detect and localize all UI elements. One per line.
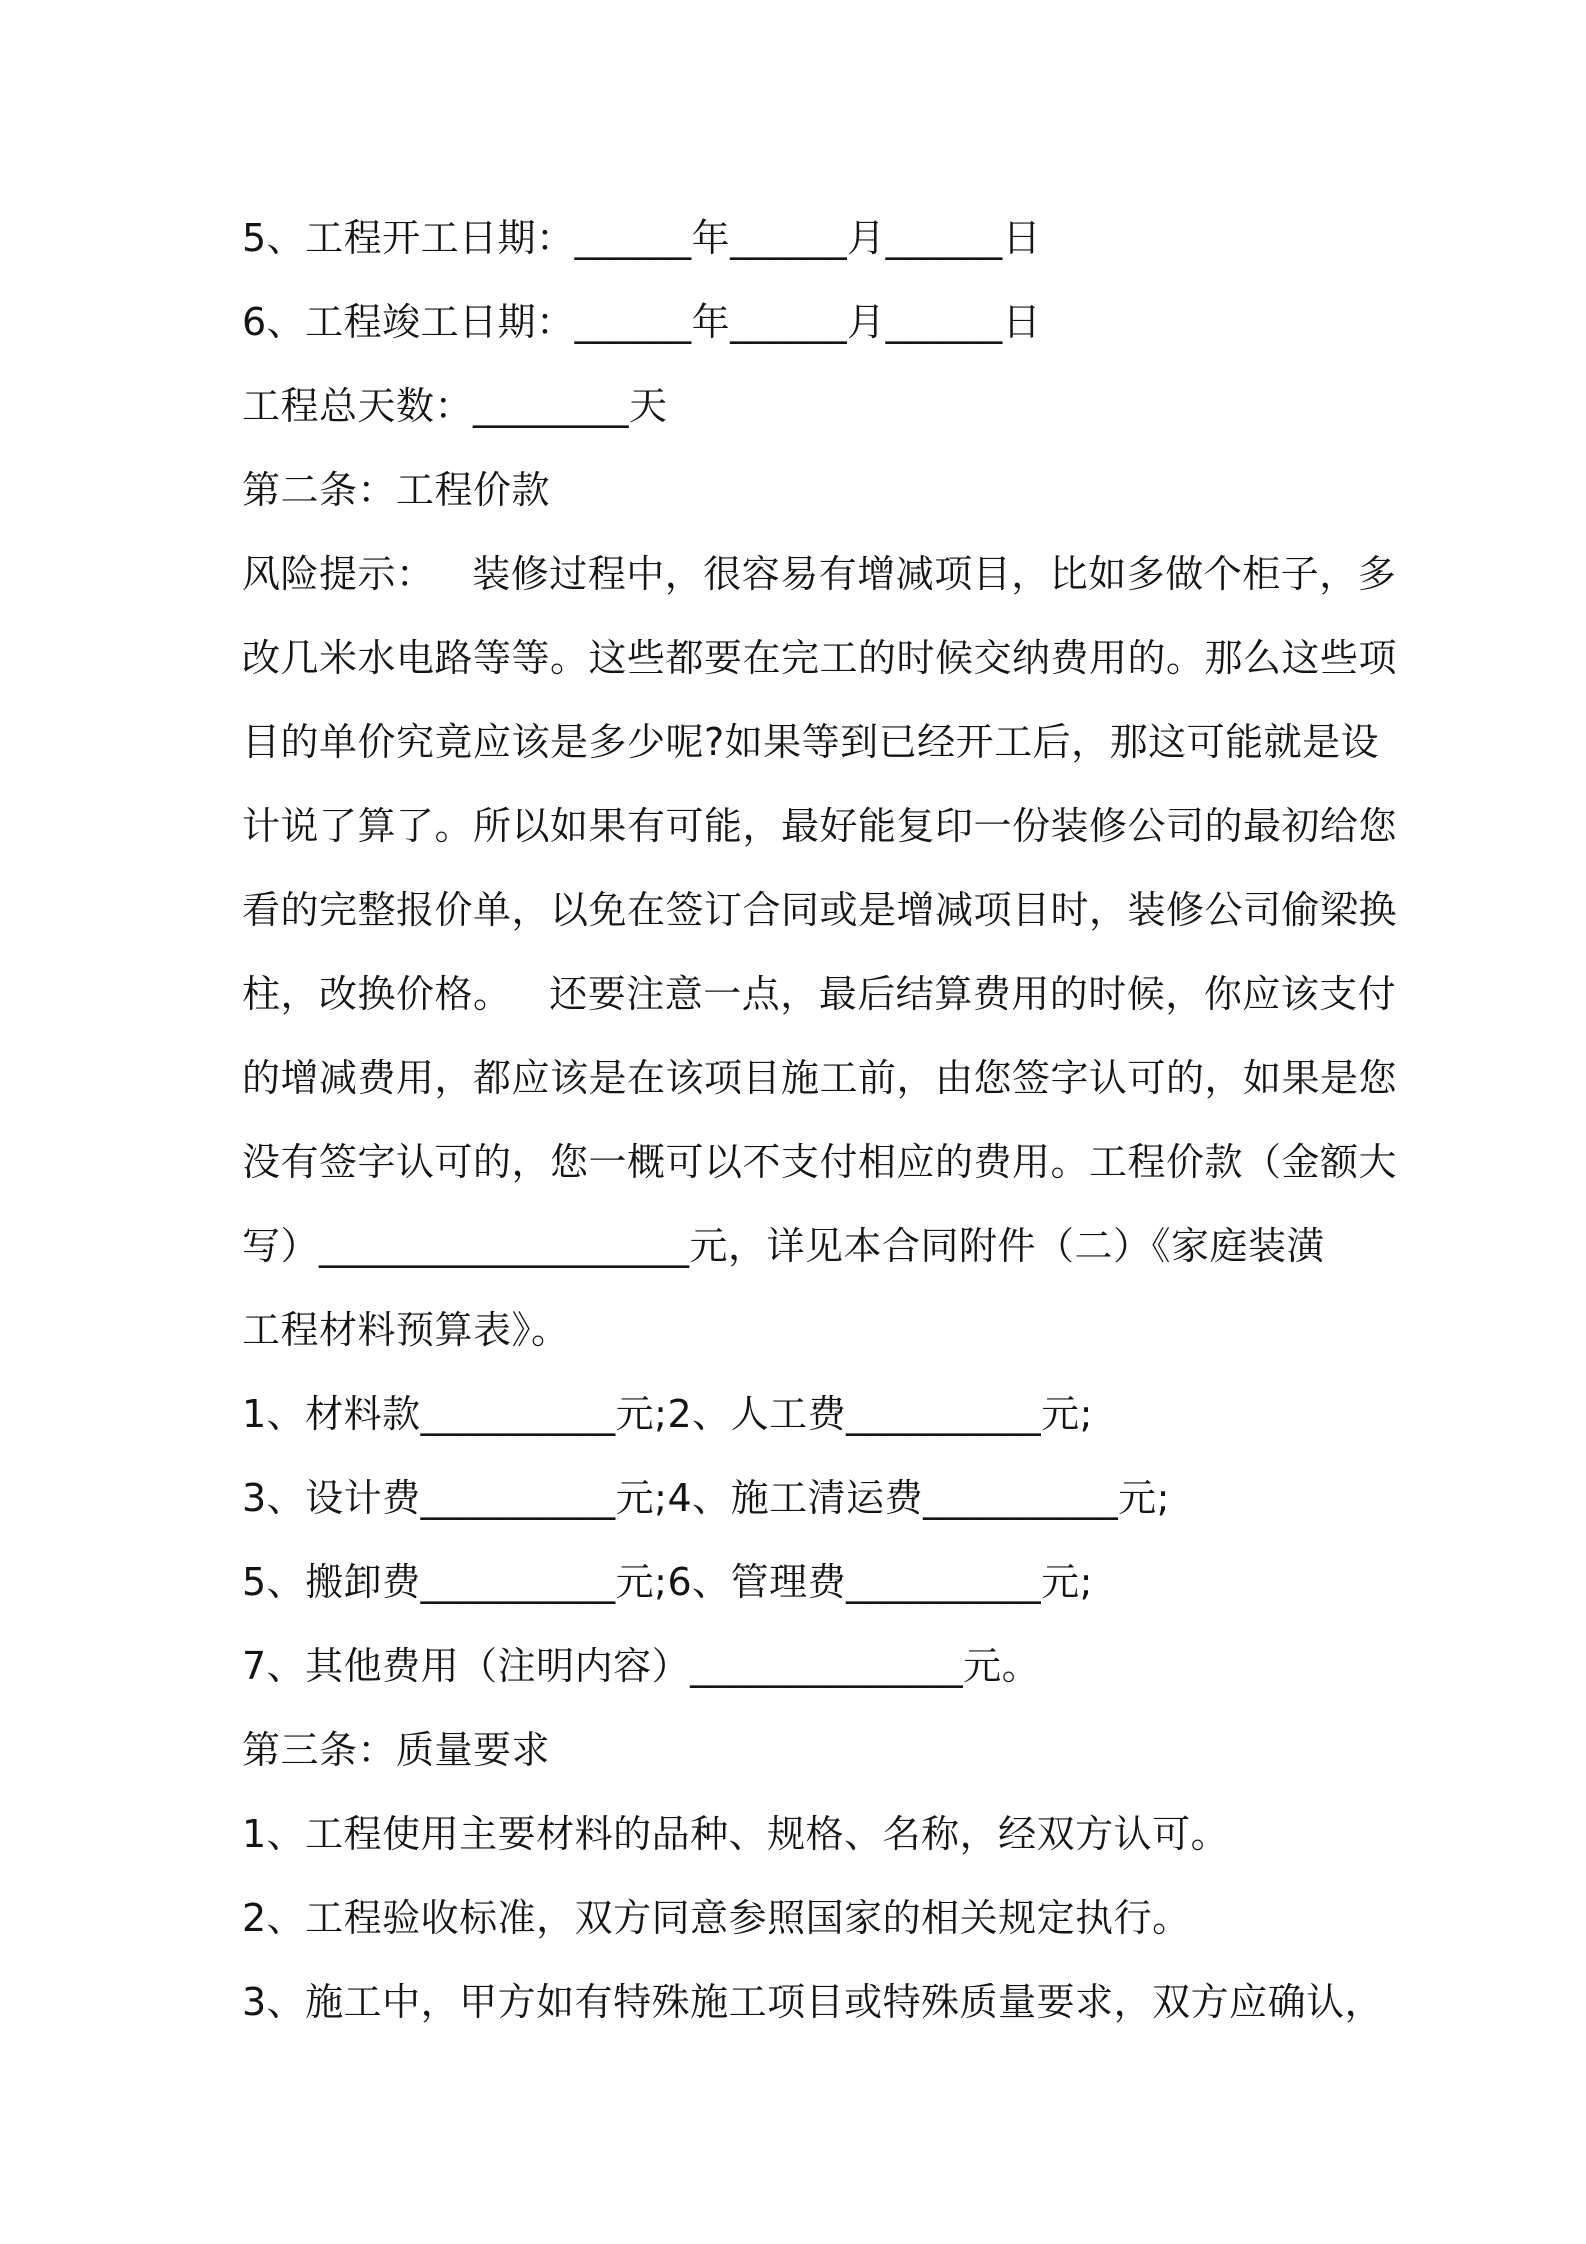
paragraph-line: 没有签字认可的，您一概可以不支付相应的费用。工程价款（金额大 — [242, 1140, 1398, 1184]
quality-item-1: 1、工程使用主要材料的品种、规格、名称，经双方认可。 — [242, 1812, 1230, 1856]
total-days-line: 工程总天数：________天 — [242, 384, 668, 428]
completion-date-line: 6、工程竣工日期：______年______月______日 — [242, 300, 1042, 344]
article-3-heading: 第三条：质量要求 — [242, 1728, 551, 1772]
risk-notice-paragraph — [242, 532, 1398, 1372]
document-body — [242, 196, 1398, 2044]
fee-line-handling-management: 5、搬卸费__________元;6、管理费__________元; — [242, 1560, 1093, 1604]
paragraph-line: 看的完整报价单，以免在签订合同或是增减项目时，装修公司偷梁换 — [242, 888, 1398, 932]
paragraph-line: 写）___________________元，详见本合同附件（二）《家庭装潢 — [242, 1224, 1326, 1268]
paragraph-line: 计说了算了。所以如果有可能，最好能复印一份装修公司的最初给您 — [242, 804, 1398, 848]
paragraph-line: 的增减费用，都应该是在该项目施工前，由您签字认可的，如果是您 — [242, 1056, 1398, 1100]
paragraph-line: 工程材料预算表》。 — [242, 1308, 570, 1352]
fee-line-materials-labor: 1、材料款__________元;2、人工费__________元; — [242, 1392, 1093, 1436]
paragraph-line: 目的单价究竟应该是多少呢?如果等到已经开工后，那这可能就是设 — [242, 720, 1380, 764]
fee-line-other: 7、其他费用（注明内容）______________元。 — [242, 1644, 1041, 1688]
paragraph-line: 改几米水电路等等。这些都要在完工的时候交纳费用的。那么这些项 — [242, 636, 1398, 680]
article-2-heading: 第二条：工程价款 — [242, 468, 551, 512]
paragraph-line: 柱，改换价格。 还要注意一点，最后结算费用的时候，你应该支付 — [242, 972, 1397, 1016]
paragraph-line: 风险提示： 装修过程中，很容易有增减项目，比如多做个柜子，多 — [242, 552, 1397, 596]
quality-item-3: 3、施工中，甲方如有特殊施工项目或特殊质量要求，双方应确认， — [242, 1980, 1384, 2024]
fee-line-design-cleanup: 3、设计费__________元;4、施工清运费__________元; — [242, 1476, 1170, 1520]
quality-item-2: 2、工程验收标准，双方同意参照国家的相关规定执行。 — [242, 1896, 1191, 1940]
start-date-line: 5、工程开工日期：______年______月______日 — [242, 216, 1042, 260]
